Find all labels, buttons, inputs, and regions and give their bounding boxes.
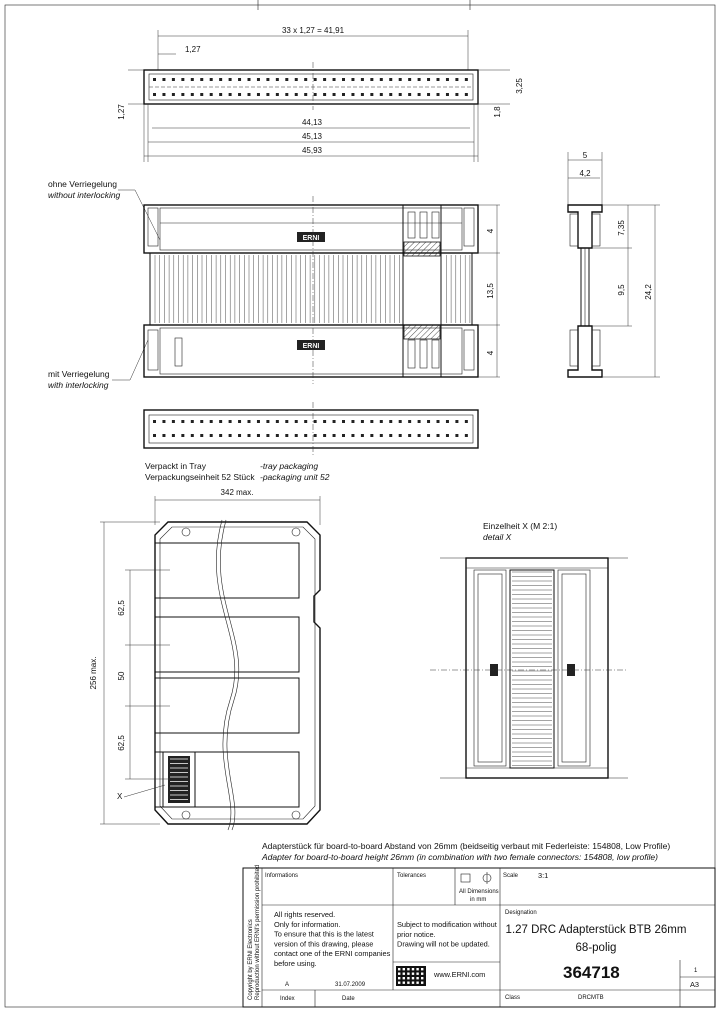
label-detail-de: Einzelheit X (M 2:1) xyxy=(483,521,558,531)
top-pin xyxy=(276,93,279,96)
dim-len-4413: 44,13 xyxy=(301,118,323,127)
top-pin xyxy=(248,93,251,96)
logo-dot xyxy=(421,973,423,975)
tb-class-label: Class xyxy=(505,995,521,1001)
bottom-pin xyxy=(427,434,430,437)
dim-side-95: 9,5 xyxy=(617,284,626,296)
tb-rights-line: before using. xyxy=(274,959,317,968)
bottom-pin xyxy=(389,420,392,423)
bottom-pin xyxy=(210,420,213,423)
top-pin xyxy=(380,78,383,81)
bottom-pin xyxy=(266,434,269,437)
tb-title-line1: 1.27 DRC Adapterstück BTB 26mm xyxy=(505,924,687,936)
top-pin xyxy=(361,93,364,96)
top-pin xyxy=(380,93,383,96)
bottom-view xyxy=(144,402,478,456)
logo-dot xyxy=(416,977,418,979)
top-pin xyxy=(191,78,194,81)
tb-rights-line: contact one of the ERNI companies xyxy=(274,949,391,959)
top-pin xyxy=(304,93,307,96)
bottom-pin xyxy=(437,420,440,423)
tb-index-label: Index xyxy=(280,996,295,1002)
top-pin xyxy=(285,78,288,81)
top-pin xyxy=(219,93,222,96)
top-pin xyxy=(342,93,345,96)
top-pin xyxy=(285,93,288,96)
top-pin xyxy=(446,93,449,96)
bottom-pin xyxy=(285,420,288,423)
logo-dot xyxy=(421,977,423,979)
tb-scale-value: 3:1 xyxy=(538,871,549,880)
label-unit-de: Verpackungseinheit 52 Stück xyxy=(145,472,255,482)
dim-top-total: 33 x 1,27 = 41,91 xyxy=(281,26,345,35)
tb-rights-line: All rights reserved. xyxy=(274,910,336,919)
bottom-pin xyxy=(295,434,298,437)
top-pin xyxy=(408,78,411,81)
dim-side-42: 4,2 xyxy=(579,169,591,178)
tray-pocket-3 xyxy=(155,678,299,733)
bottom-pin xyxy=(200,420,203,423)
bottom-pin xyxy=(333,420,336,423)
dim-side-735: 7,35 xyxy=(617,220,626,236)
dim-mid-4b: 4 xyxy=(486,350,495,356)
detail-marker: X xyxy=(117,792,123,801)
top-pin xyxy=(200,93,203,96)
tb-subject-line: Drawing will not be updated. xyxy=(397,939,490,949)
top-pin xyxy=(408,93,411,96)
top-pin xyxy=(389,78,392,81)
dim-len-4593: 45,93 xyxy=(301,146,323,155)
tb-drawing-label: DRCMTB xyxy=(578,995,604,1001)
bottom-pin xyxy=(153,434,156,437)
tb-part-number: 364718 xyxy=(563,963,620,982)
top-pin xyxy=(162,78,165,81)
bottom-pin xyxy=(304,420,307,423)
tb-designation-label: Designation xyxy=(505,910,537,916)
bottom-pin xyxy=(370,420,373,423)
description-en: Adapter for board-to-board height 26mm (in combination with two female connectors: 154808, low profile) xyxy=(262,852,658,862)
top-pin xyxy=(304,78,307,81)
dim-height-18: 1,8 xyxy=(493,106,502,118)
bottom-pin xyxy=(229,420,232,423)
bottom-pin xyxy=(181,434,184,437)
dim-height-325: 3,25 xyxy=(515,78,524,94)
bottom-pin xyxy=(314,420,317,423)
tray-pocket-1 xyxy=(155,543,299,598)
bottom-pin xyxy=(408,434,411,437)
tb-sheet-size: A3 xyxy=(690,980,700,989)
top-pin xyxy=(314,78,317,81)
logo-dot xyxy=(398,968,400,970)
bottom-pin xyxy=(465,420,468,423)
bottom-pin xyxy=(323,434,326,437)
top-pin xyxy=(248,78,251,81)
logo-dot xyxy=(407,973,409,975)
top-pin xyxy=(351,93,354,96)
label-with-interlock-de: mit Verriegelung xyxy=(48,369,110,379)
bottom-pin xyxy=(181,420,184,423)
top-pin xyxy=(257,93,260,96)
dim-mid-135: 13,5 xyxy=(486,283,495,299)
bottom-pin xyxy=(446,420,449,423)
dim-side-5: 5 xyxy=(582,151,588,160)
tb-in-mm: in mm xyxy=(470,897,487,903)
bottom-pin xyxy=(323,420,326,423)
detail-outline xyxy=(466,558,608,778)
top-pin xyxy=(266,78,269,81)
bottom-pin xyxy=(455,434,458,437)
logo-dot xyxy=(421,982,423,984)
bottom-pin xyxy=(446,434,449,437)
bottom-pin xyxy=(455,420,458,423)
top-pin xyxy=(437,93,440,96)
top-pin xyxy=(191,93,194,96)
tb-subject-line: Subject to modification without xyxy=(397,920,497,929)
top-pin xyxy=(427,78,430,81)
top-view xyxy=(117,26,524,162)
logo-dot xyxy=(403,977,405,979)
top-pin xyxy=(418,93,421,96)
bottom-pin xyxy=(399,420,402,423)
bottom-pin xyxy=(210,434,213,437)
tb-vertical-note-2: Reproduction without ERNI's permission prohibited xyxy=(255,864,261,1000)
top-pin xyxy=(153,78,156,81)
top-pin xyxy=(238,78,241,81)
top-pin xyxy=(333,78,336,81)
bottom-pin xyxy=(153,420,156,423)
logo-dot xyxy=(403,973,405,975)
bottom-pin xyxy=(314,434,317,437)
tb-date-label: Date xyxy=(342,996,355,1002)
top-pin xyxy=(295,78,298,81)
top-pin xyxy=(181,78,184,81)
bottom-pin xyxy=(238,434,241,437)
dim-pitch: 1,27 xyxy=(185,45,201,54)
top-pin xyxy=(323,93,326,96)
label-unit-en: -packaging unit 52 xyxy=(260,472,330,482)
tb-date-value: 31.07.2009 xyxy=(335,982,366,988)
bottom-pin xyxy=(266,420,269,423)
top-pin xyxy=(162,93,165,96)
bottom-pin xyxy=(257,434,260,437)
tb-all-dimensions: All Dimensions xyxy=(459,889,499,895)
top-pin xyxy=(181,93,184,96)
dim-tray-625b: 62,5 xyxy=(117,735,126,751)
logo-dot xyxy=(403,968,405,970)
bottom-pin xyxy=(248,420,251,423)
logo-dot xyxy=(421,968,423,970)
bottom-pin xyxy=(229,434,232,437)
bottom-pin xyxy=(200,434,203,437)
bottom-pin xyxy=(333,434,336,437)
bottom-pin xyxy=(380,420,383,423)
dim-tray-height: 256 max. xyxy=(89,656,98,690)
top-pin xyxy=(257,78,260,81)
top-pin xyxy=(446,78,449,81)
dim-tray-50: 50 xyxy=(117,671,126,681)
bottom-pin xyxy=(370,434,373,437)
tb-vertical-note-1: Copyright by ERNI Electronics xyxy=(248,919,254,1000)
bottom-pin xyxy=(380,434,383,437)
top-pin xyxy=(210,93,213,96)
top-pin xyxy=(370,78,373,81)
tb-website[interactable]: www.ERNI.com xyxy=(434,970,486,979)
bottom-pin xyxy=(408,420,411,423)
bottom-pin xyxy=(437,434,440,437)
bottom-pin xyxy=(162,420,165,423)
top-pin xyxy=(427,93,430,96)
top-pin xyxy=(314,93,317,96)
top-pin xyxy=(229,93,232,96)
label-detail-en: detail X xyxy=(483,532,512,542)
erni-logo-lower-text: ERNI xyxy=(302,343,320,350)
bottom-pin xyxy=(427,420,430,423)
side-view xyxy=(568,151,660,377)
bottom-pin xyxy=(361,420,364,423)
detail-x-view xyxy=(430,521,628,778)
logo-dot xyxy=(416,968,418,970)
top-pin xyxy=(333,93,336,96)
top-pin xyxy=(465,93,468,96)
bottom-pin xyxy=(191,434,194,437)
bottom-pin xyxy=(351,434,354,437)
top-pin xyxy=(361,78,364,81)
top-pin xyxy=(399,78,402,81)
label-tray-en: -tray packaging xyxy=(260,461,319,471)
bottom-pin xyxy=(162,434,165,437)
bottom-pin xyxy=(238,420,241,423)
top-pin xyxy=(455,93,458,96)
top-pin xyxy=(323,78,326,81)
logo-dot xyxy=(416,973,418,975)
tb-rights-line: version of this drawing, please xyxy=(274,939,374,949)
logo-dot xyxy=(403,982,405,984)
top-pin xyxy=(351,78,354,81)
top-pin xyxy=(153,93,156,96)
bottom-pin xyxy=(257,420,260,423)
logo-dot xyxy=(407,977,409,979)
top-pin xyxy=(229,78,232,81)
top-pin xyxy=(389,93,392,96)
front-view xyxy=(48,179,500,390)
label-without-interlock-en: without interlocking xyxy=(48,190,121,200)
bottom-pin xyxy=(304,434,307,437)
tb-scale-label: Scale xyxy=(503,873,519,879)
logo-dot xyxy=(416,982,418,984)
erni-logo-upper-text: ERNI xyxy=(302,235,320,242)
dim-len-4513: 45,13 xyxy=(301,132,323,141)
top-pin xyxy=(399,93,402,96)
bottom-pin xyxy=(295,420,298,423)
top-pin xyxy=(172,78,175,81)
dim-tray-width: 342 max. xyxy=(220,488,254,497)
logo-dot xyxy=(407,982,409,984)
bottom-pin xyxy=(418,434,421,437)
dim-mid-4a: 4 xyxy=(486,228,495,234)
tb-title-line2: 68-polig xyxy=(575,942,617,954)
top-pin xyxy=(418,78,421,81)
bottom-pin xyxy=(399,434,402,437)
front-spring-section xyxy=(150,253,472,325)
logo-dot xyxy=(412,968,414,970)
top-pin xyxy=(219,78,222,81)
dim-side-242: 24,2 xyxy=(644,284,653,300)
top-pin xyxy=(172,93,175,96)
top-pin xyxy=(266,93,269,96)
bottom-pin xyxy=(389,434,392,437)
dim-tray-625a: 62,5 xyxy=(117,600,126,616)
logo-dot xyxy=(398,973,400,975)
bottom-pin xyxy=(248,434,251,437)
top-pin xyxy=(465,78,468,81)
bottom-pin xyxy=(219,420,222,423)
top-pin xyxy=(276,78,279,81)
tb-tolerances-label: Tolerances xyxy=(397,873,427,879)
top-pin xyxy=(238,93,241,96)
top-pin xyxy=(370,93,373,96)
bottom-pin xyxy=(342,434,345,437)
title-block xyxy=(243,865,715,1007)
connector-bottom-body xyxy=(144,410,478,448)
bottom-pin xyxy=(276,420,279,423)
bottom-pin xyxy=(465,434,468,437)
label-without-interlock-de: ohne Verriegelung xyxy=(48,179,118,189)
bottom-pin xyxy=(351,420,354,423)
dim-left-127: 1,27 xyxy=(117,104,126,120)
logo-dot xyxy=(412,977,414,979)
tb-page-mark: 1 xyxy=(694,968,698,974)
logo-dot xyxy=(407,968,409,970)
bottom-pin xyxy=(361,434,364,437)
logo-dot xyxy=(412,982,414,984)
logo-dot xyxy=(412,973,414,975)
tb-subject-line: prior notice. xyxy=(397,929,436,939)
bottom-pin xyxy=(418,420,421,423)
section-cut xyxy=(403,205,441,377)
tray-view xyxy=(89,488,320,830)
top-pin xyxy=(295,93,298,96)
bottom-pin xyxy=(276,434,279,437)
bottom-pin xyxy=(172,420,175,423)
description-de: Adapterstück für board-to-board Abstand von 26mm (beidseitig verbaut mit Federleiste: 154808, Low Profile) xyxy=(262,841,671,851)
top-pin xyxy=(455,78,458,81)
top-pin xyxy=(210,78,213,81)
label-tray-de: Verpackt in Tray xyxy=(145,461,206,471)
top-pin xyxy=(437,78,440,81)
tb-rights-line: To ensure that this is the latest xyxy=(274,929,374,939)
tb-information-label: Informations xyxy=(265,873,299,879)
tb-index-value: A xyxy=(285,982,290,988)
top-pin xyxy=(342,78,345,81)
top-pin xyxy=(200,78,203,81)
bottom-pin xyxy=(219,434,222,437)
bottom-pin xyxy=(342,420,345,423)
tb-rights-line: Only for information. xyxy=(274,919,341,929)
label-with-interlock-en: with interlocking xyxy=(48,380,109,390)
bottom-pin xyxy=(285,434,288,437)
bottom-pin xyxy=(191,420,194,423)
bottom-pin xyxy=(172,434,175,437)
logo-dot xyxy=(398,982,400,984)
logo-dot xyxy=(398,977,400,979)
